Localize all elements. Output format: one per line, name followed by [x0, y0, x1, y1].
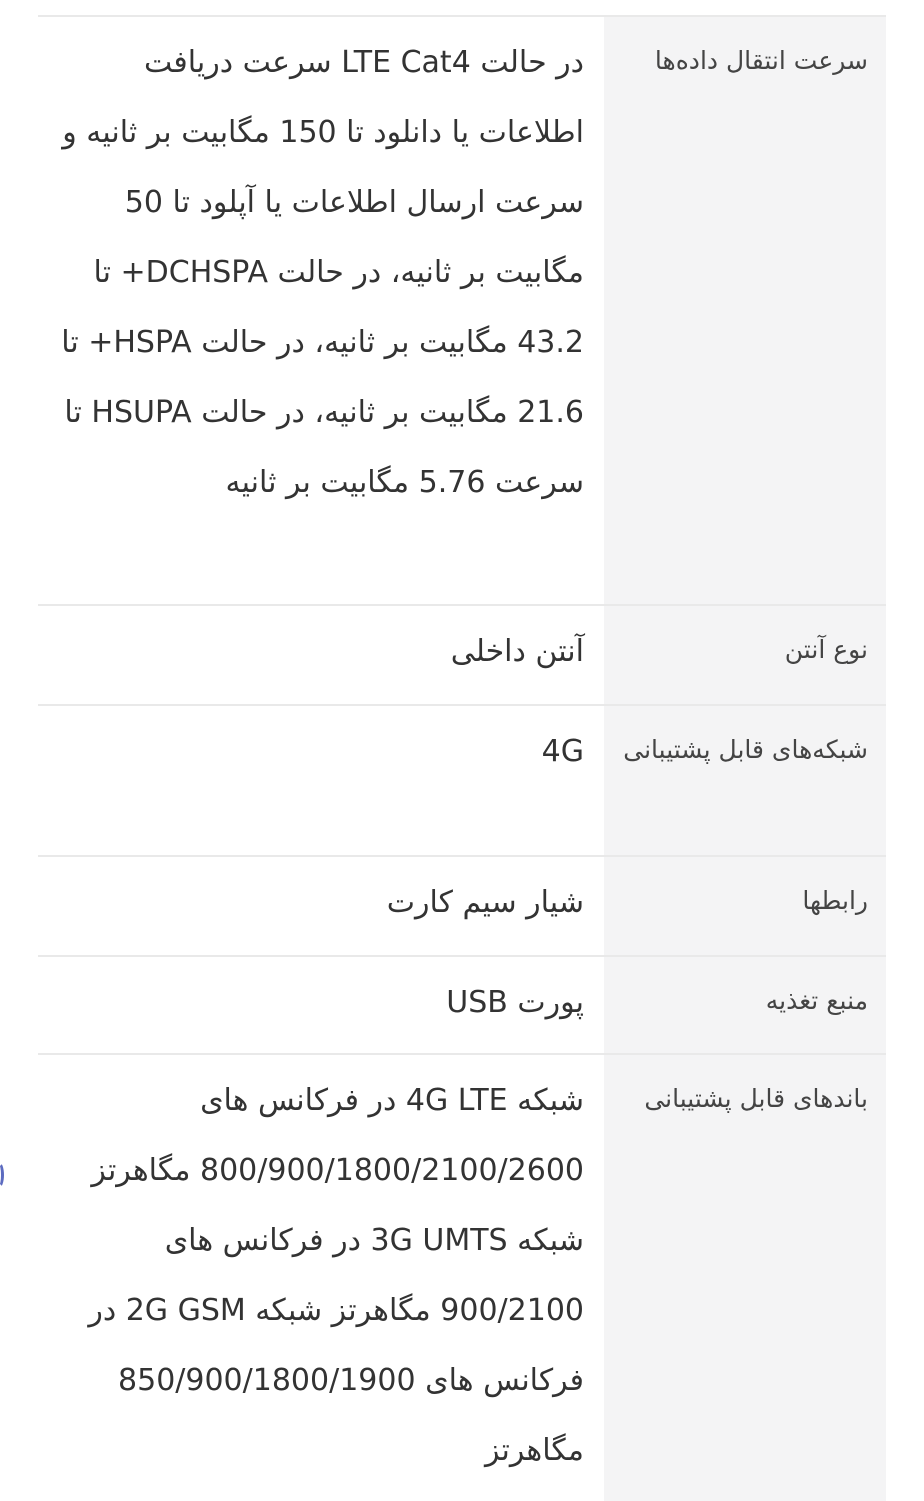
spec-value: [38, 857, 604, 955]
spec-row-data-transfer-speed: [38, 15, 886, 604]
spec-row-power-source: [38, 955, 886, 1053]
spec-value-text: در حالت LTE Cat4 سرعت دریافت اطلاعات یا دانلود تا 150 مگابیت بر ثانیه و سرعت ارسال اطلاعات یا آپلود تا 50 مگابیت بر ثانیه، در حالت DCHSPA+ تا 43.2 مگابیت بر ثانیه، در حالت HSPA+ تا 21.6 مگابیت بر ثانیه، در حالت HSUPA تا سرعت 5.76 مگابیت بر ثانیه: [61, 45, 584, 500]
spec-value-text: شبکه 4G LTE در فرکانس های 800/900/1800/2100/2600 مگاهرتز شبکه 3G UMTS در فرکانس های 900/2100 مگاهرتز شبکه 2G GSM در فرکانس های 850/900/1800/1900 مگاهرتز: [88, 1083, 584, 1468]
spec-value-text: پورت USB: [446, 985, 584, 1020]
spec-label: [604, 706, 886, 855]
specifications-table: [38, 0, 886, 1500]
spec-value: [38, 606, 604, 704]
spec-value-text: آنتن داخلی: [450, 634, 584, 669]
spec-label: [604, 17, 886, 604]
spec-row-antenna-type: [38, 604, 886, 704]
spec-label-text: شبکه‌های قابل پشتیبانی: [623, 735, 868, 764]
spec-label: [604, 1055, 886, 1501]
spec-value-text: شیار سیم کارت: [386, 885, 584, 920]
spec-row-supported-networks: [38, 704, 886, 855]
spec-row-supported-bands: [38, 1053, 886, 1501]
spec-label: [604, 606, 886, 704]
spec-value: [38, 957, 604, 1053]
spec-label-text: منبع تغذیه: [765, 986, 868, 1015]
spec-label-text: سرعت انتقال داده‌ها: [654, 46, 868, 75]
spec-label: [604, 957, 886, 1053]
spec-label-text: رابطها: [802, 886, 868, 915]
spec-value: [38, 706, 604, 855]
spec-label-text: باندهای قابل پشتیبانی: [644, 1084, 868, 1113]
spec-label: [604, 857, 886, 955]
spec-row-interfaces: [38, 855, 886, 955]
spec-value-text: 4G: [541, 734, 584, 769]
spec-value: [38, 17, 604, 604]
scroll-edge-indicator-icon: [0, 1162, 4, 1188]
spec-label-text: نوع آنتن: [784, 635, 868, 664]
spec-value: [38, 1055, 604, 1501]
